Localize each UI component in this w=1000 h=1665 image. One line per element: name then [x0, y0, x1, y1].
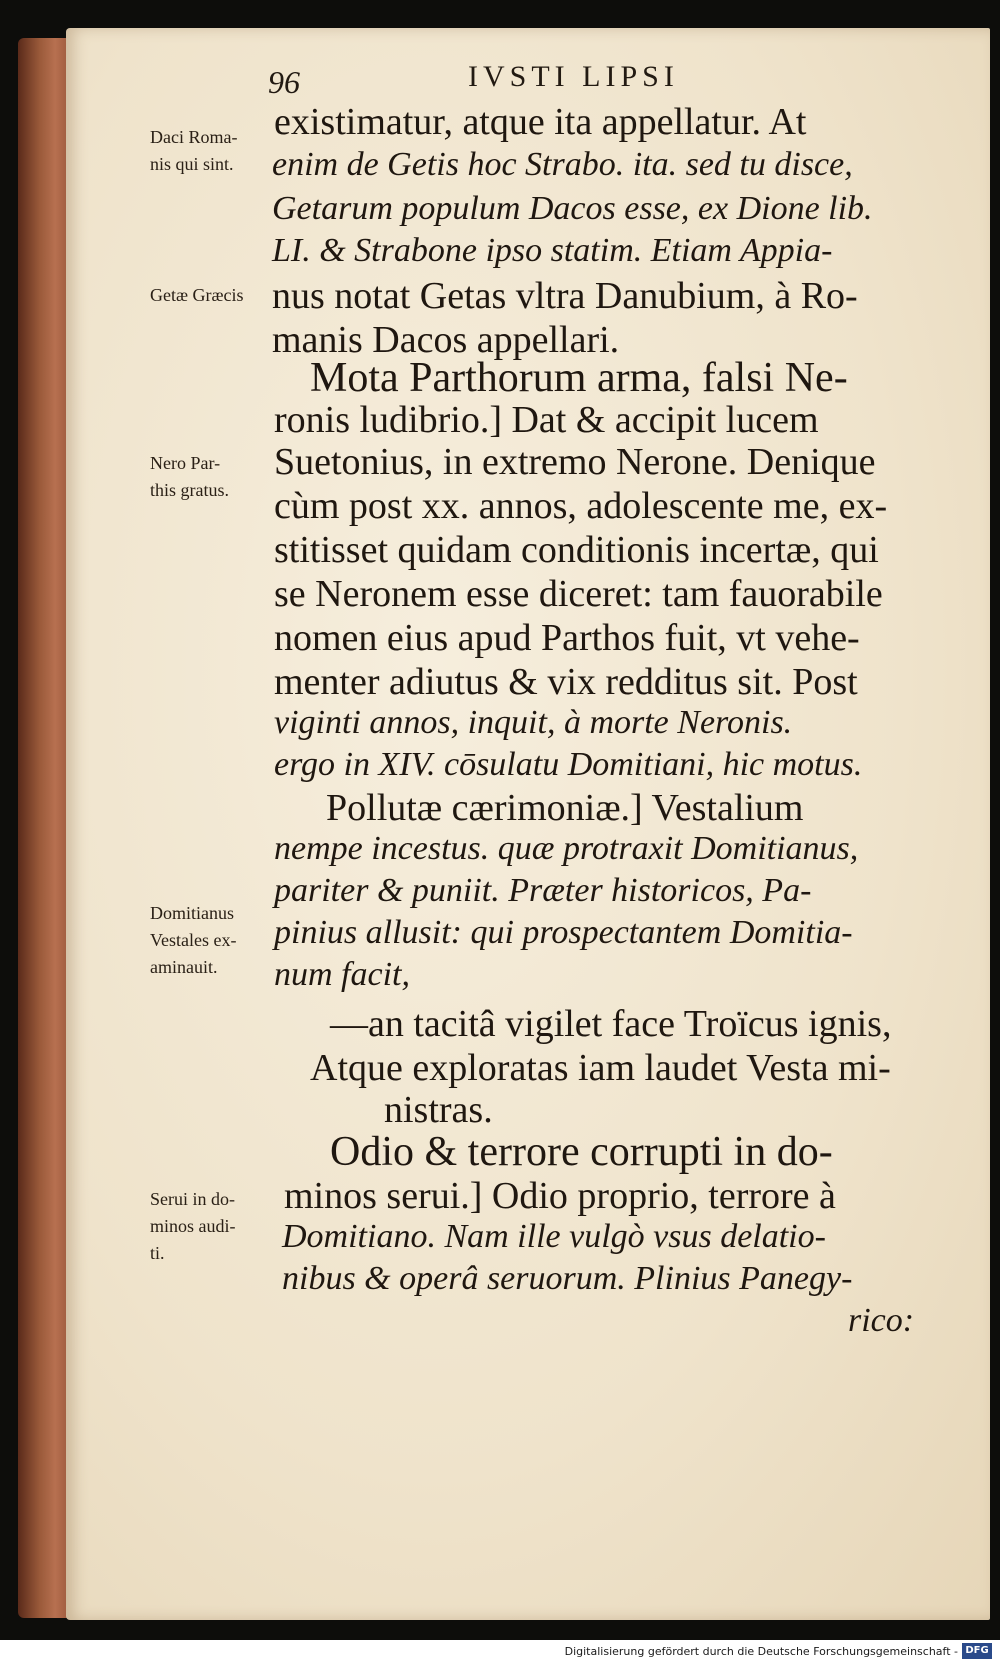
margin-note-daci — [150, 124, 237, 178]
margin-note-line: Daci Roma- — [150, 127, 238, 147]
digitization-credit: Digitalisierung gefördert durch die Deutsche Forschungsgemeinschaft - — [564, 1645, 958, 1658]
body-line: nomen eius apud Parthos fuit, vt vehe- — [274, 617, 860, 659]
margin-note-line: this gratus. — [150, 480, 229, 500]
body-line: Getarum populum Dacos esse, ex Dione lib. — [272, 190, 873, 227]
body-line: Suetonius, in extremo Nerone. Denique — [274, 441, 876, 483]
body-line: viginti annos, inquit, à morte Neronis. — [274, 704, 793, 741]
margin-note-line: minos audi- — [150, 1216, 236, 1236]
body-line: Domitiano. Nam ille vulgò vsus delatio- — [282, 1218, 826, 1255]
body-line: cùm post xx. annos, adolescente me, ex- — [274, 485, 888, 527]
margin-note-line: Nero Par- — [150, 453, 221, 473]
body-line: nus notat Getas vltra Danubium, à Ro- — [272, 275, 858, 317]
margin-note-line: ti. — [150, 1243, 165, 1263]
body-line: pariter & puniit. Præter historicos, Pa- — [274, 872, 812, 909]
body-line: enim de Getis hoc Strabo. ita. sed tu disce, — [272, 146, 853, 183]
body-line: nistras. — [384, 1089, 493, 1131]
body-line: LI. & Strabone ipso statim. Etiam Appia- — [272, 232, 833, 269]
body-line: rico: — [848, 1302, 915, 1339]
running-title: IVSTI LIPSI — [468, 60, 679, 93]
body-line: nempe incestus. quæ protraxit Domitianus, — [274, 830, 859, 867]
body-line: manis Dacos appellari. — [272, 319, 620, 361]
margin-note-line: Serui in do- — [150, 1189, 235, 1209]
body-line: Pollutæ cærimoniæ.] Vestalium — [326, 787, 804, 829]
body-line: existimatur, atque ita appellatur. At — [274, 101, 807, 143]
body-line: minos serui.] Odio proprio, terrore à — [284, 1175, 836, 1217]
body-line: se Neronem esse diceret: tam fauorabile — [274, 573, 883, 615]
dfg-logo: DFG — [962, 1643, 992, 1659]
body-line: num facit, — [274, 956, 410, 993]
body-line: stitisset quidam conditionis incertæ, qui — [274, 529, 879, 571]
margin-note-line: aminauit. — [150, 957, 218, 977]
body-line: menter adiutus & vix redditus sit. Post — [274, 661, 858, 703]
body-line: pinius allusit: qui prospectantem Domitia- — [274, 914, 853, 951]
margin-note-line: Getæ Græcis — [150, 285, 244, 305]
body-line: ergo in XIV. cōsulatu Domitiani, hic motus. — [274, 746, 863, 783]
margin-note-serui — [150, 1186, 236, 1267]
body-line: Odio & terrore corrupti in do- — [330, 1129, 833, 1175]
body-line: nibus & operâ seruorum. Plinius Panegy- — [282, 1260, 853, 1297]
page-number: 96 — [268, 64, 300, 100]
margin-note-line: Vestales ex- — [150, 930, 237, 950]
margin-note-line: Domitianus — [150, 903, 234, 923]
margin-note-line: nis qui sint. — [150, 154, 234, 174]
margin-note-nero — [150, 450, 229, 504]
margin-note-getae — [150, 282, 244, 309]
body-line: ronis ludibrio.] Dat & accipit lucem — [274, 399, 819, 441]
body-line: —an tacitâ vigilet face Troïcus ignis, — [330, 1003, 892, 1045]
margin-note-domitianus — [150, 900, 236, 981]
body-line: Mota Parthorum arma, falsi Ne- — [310, 355, 848, 401]
body-line: Atque exploratas iam laudet Vesta mi- — [310, 1047, 891, 1089]
